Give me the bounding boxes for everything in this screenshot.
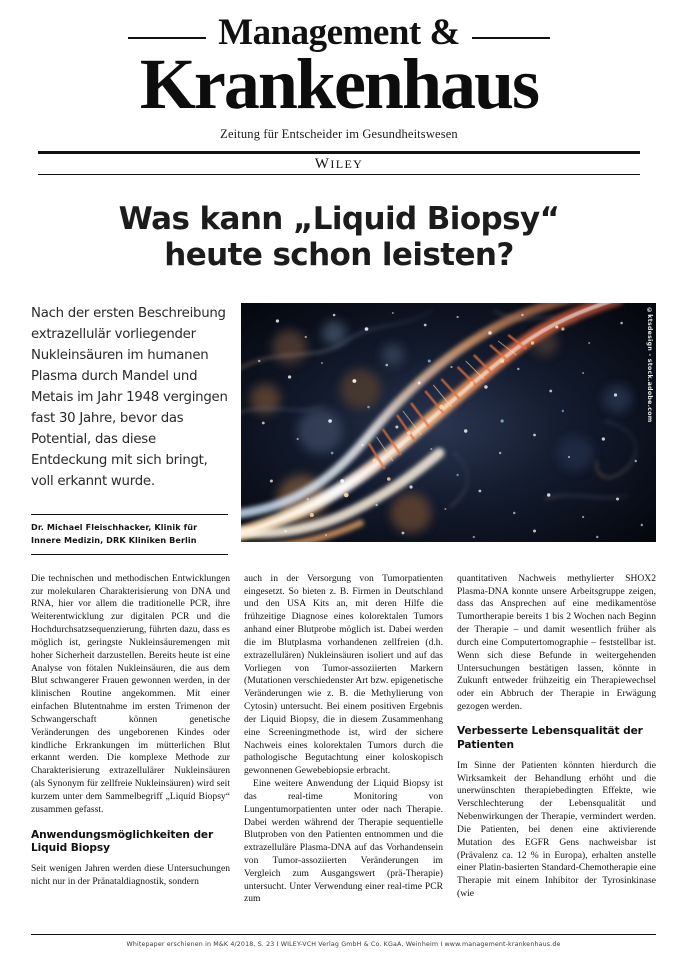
headline-line-2: heute schon leisten? <box>164 236 514 273</box>
dna-double-helix-photo <box>241 303 656 542</box>
dna-illustration <box>241 303 656 542</box>
publisher-rule-bottom <box>38 174 640 175</box>
masthead-title-line1-text: Management & <box>218 12 460 53</box>
masthead-rule-left <box>128 37 206 39</box>
page-footer <box>31 934 656 948</box>
right-subheading-1: Verbesserte Lebensqualität der Patienten <box>457 724 643 751</box>
photo-credit <box>644 305 655 542</box>
masthead-title-line2: Krankenhaus <box>139 44 539 124</box>
article-top-section <box>0 303 678 555</box>
body-column-middle <box>244 573 443 907</box>
publisher-name <box>38 154 640 174</box>
right-paragraph-1: quantitativen Nachweis methylierter SHOX2 Plasma-DNA konnte unsere Arbeitsgruppe zeigen, dass das Ansprechen auf eine medikamentöse Tumortherapie bereits 1 bis 2 Wochen nach Beginn der Therapie – und damit wesentlich früher als durch eine Computertomographie – feststellbar ist. Wenn sich diese Befunde in weitergehenden Untersuchungen bestätigen lassen, könnte in Zukunft entweder frühzeitig ein Therapiewechsel oder ein Abbruch der Therapie in Erwägung gezogen werden. <box>457 572 656 713</box>
publisher-name-first-letter: W <box>314 155 331 172</box>
footer-source-note: Whitepaper erschienen in M&K 4/2018, S. 23 I WILEY-VCH Verlag GmbH & Co. KGaA, Weinheim I www.management-krankenhaus.de <box>126 941 561 948</box>
body-column-left <box>31 573 230 889</box>
masthead-rule-right <box>472 37 550 39</box>
left-subheading-1: Anwendungsmöglichkeiten der Liquid Biopsy <box>31 828 214 855</box>
footer-rule <box>31 934 656 935</box>
headline-line-1: Was kann „Liquid Biopsy“ <box>118 200 560 237</box>
lead-column <box>31 303 228 555</box>
author-byline-line2: Innere Medizin, DRK Kliniken Berlin <box>31 535 197 546</box>
publisher-name-rest: ILEY <box>330 156 364 171</box>
photo-credit-text: ©ktsdesign - stock.adobe.com <box>646 307 653 423</box>
publisher-band <box>38 151 640 175</box>
photo-column <box>241 303 656 542</box>
body-column-right <box>457 573 656 901</box>
author-byline-line1: Dr. Michael Fleischhacker, Klinik für <box>31 522 198 533</box>
left-paragraph-2: Seit wenigen Jahren werden diese Untersuchungen nicht nur in der Pränataldiagnostik, sondern <box>31 863 230 888</box>
masthead <box>0 0 678 175</box>
right-paragraph-2: Im Sinne der Patienten könnten hierdurch die Wirksamkeit der Behandlung erhöht und die unerwünschten therapiebedingten Effekte, wie Verschlechterung der Lebensqualität und Nebenwirkungen der Therapie, vermindert werden. Die Patienten, bei denen eine aktivierende Mutation des EGFR Gens nachweisbar ist (Prävalenz ca. 12 % in Europa), erhalten anstelle einer Platin-basierten Standard-Chemotherapie eine Therapie mit einem Inhibitor der Tyrosinkinase (wie <box>457 759 656 900</box>
middle-paragraph-1: auch in der Versorgung von Tumorpatienten eingesetzt. So bieten z. B. Firmen in Deutschland und den USA Kits an, mit deren Hilfe die frühzeitige Diagnose eines kolorektalen Tumors anhand einer Blutprobe möglich ist. Dabei werden die im Blutplasma vorhandenen zellfreien (d.h. extrazellulären) Nukleinsäuren isoliert und auf das Vorliegen von Tumor-assoziierten Markern (Mutationen verschiedenster Art bzw. epigenetische Veränderungen wie z. B. die Methylierung von Cytosin) untersucht. Bei einem positiven Ergebnis der Liquid Biopsy, die in diesem Zusammenhang eine Screeningmethode ist, wird der sichere Nachweis eines kolorektalen Tumors durch die pathologische Begutachtung einer koloskopisch gewonnenen Gewebebiopsie erbracht. <box>244 572 443 777</box>
lead-paragraph: Nach der ersten Beschreibung extrazellulär vorliegender Nukleinsäuren im humanen Plasma durch Mandel und Metais im Jahr 1948 vergingen fast 30 Jahre, bevor das Potential, das diese Entdeckung mit sich bringt, voll erkannt wurde. <box>31 306 228 490</box>
author-byline <box>31 514 228 555</box>
masthead-title-line1 <box>0 14 678 51</box>
article-headline <box>54 201 624 274</box>
middle-paragraph-2: Eine weitere Anwendung der Liquid Biopsy ist das real-time Monitoring von Lungentumorpatienten unter oder nach Therapie. Dabei werden während der Therapie sequentielle Blutproben von den Patienten entnommen und die extrazelluläre Plasma-DNA auf das Vorhandensein von Tumor-assoziierten Veränderungen im Vergleich zum Ausgangswert (prä-Therapie) untersucht. Unter Verwendung einer real-time PCR zum <box>244 778 443 905</box>
left-paragraph-1: Die technischen und methodischen Entwicklungen zur molekularen Charakterisierung von DNA und RNA, hier vor allem die traditionelle PCR, ihre Weiterentwicklung zur digitalen PCR und die Hochdurchsatzsequenzierung, führten dazu, dass es möglich ist, geringste Nukleinsäuremengen mit hoher Sicherheit darzustellen. Bereits heute ist eine Analyse von fötalen Nukleinsäuren, die aus dem Blut schwangerer Frauen gewonnen werden, in der klinischen Routine angekommen. Mit einer einfachen Blutentnahme im ersten Trimenon der Schwangerschaft können genetische Veränderungen des ungeborenen Kindes oder kindliche Erkrankungen im mütterlichen Blut erkannt werden. Die komplexe Methode zur Charakterisierung extrazellulärer Nukleinsäuren (als Synonym für zellfreie Nukleinsäuren) wird seit kurzem unter dem Sammelbegriff „Liquid Biopsy“ zusammen gefasst. <box>31 572 230 815</box>
masthead-tagline: Zeitung für Entscheider im Gesundheitswesen <box>220 126 458 141</box>
article-body <box>0 573 678 907</box>
